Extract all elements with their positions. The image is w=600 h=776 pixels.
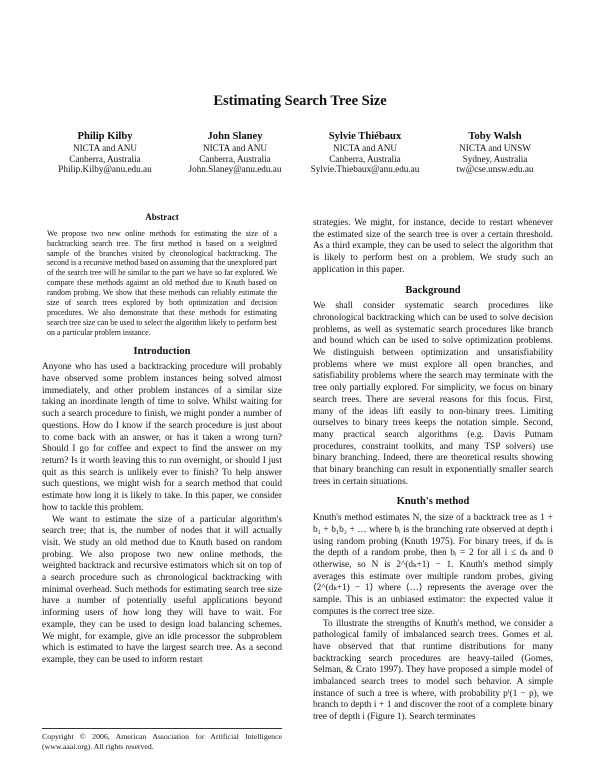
author-location: Canberra, Australia: [69, 153, 141, 164]
author-email: Philip.Kilby@anu.edu.au: [58, 164, 152, 174]
knuth-method-heading: Knuth's method: [396, 496, 470, 508]
introduction-heading: Introduction: [133, 345, 191, 357]
author-list: [40, 130, 560, 175]
author-block: [170, 130, 300, 175]
author-affiliation: NICTA and UNSW: [459, 143, 531, 153]
right-column: [313, 218, 553, 724]
author-name: Sylvie Thiébaux: [328, 131, 402, 142]
author-name: Toby Walsh: [468, 131, 522, 142]
author-location: Canberra, Australia: [329, 153, 401, 164]
intro-paragraph: Anyone who has used a backtracking procedure will probably have observed some problem instances being solved almost immediately, and other problem instances of a similar size taking an inordinate length of time to solve. Whilst waiting for such a search procedure to finish, we might ponder a number of questions. How do I know if the search procedure is just about to come back with an answer, or has it taken a wrong turn? Should I go for coffee and expect to find the answer on my return? Is it worth leaving this to run overnight, or should I just quit as this search is unlikely ever to finish? To help answer such questions, we might wish for a search method that could estimate how long it is likely to take. In this paper, we consider how to tackle this problem.: [42, 362, 282, 513]
author-location: Sydney, Australia: [462, 153, 528, 164]
author-affiliation: NICTA and ANU: [202, 143, 268, 153]
paper-title: Estimating Search Tree Size: [213, 93, 387, 109]
author-email: John.Slaney@anu.edu.au: [188, 164, 282, 174]
intro-continued-paragraph: strategies. We might, for instance, decide to restart whenever the estimated size of the search tree is over a certain threshold. As a third example, they can be used to select the algorithm that is likely to perform best on a problem. We study such an application in this paper.: [313, 218, 553, 275]
abstract-text: We propose two new online methods for estimating the size of a backtracking search tree. The first method is based on a weighted sample of the branches visited by chronological backtracking. The second is a recursive method based on assuming that the unexplored part of the search tree will be similar to the part we have so far explored. We compare these methods against an old method due to Knuth based on random probing. We show that these methods can reliably estimate the size of search trees explored by both optimization and decision procedures. We also demonstrate that these methods for estimating search tree size can be used to select the algorithm likely to perform best on a particular problem instance.: [47, 228, 277, 337]
author-name: John Slaney: [207, 131, 263, 142]
knuth-paragraph: Knuth's method estimates N, the size of a backtrack tree as 1 + b₁ + b₁b₂ + … where bᵢ is the branching rate observed at depth i using random probing (Knuth 1975). For binary trees, if dₖ is the depth of a random probe, then bᵢ = 2 for all i ≤ dₖ and 0 otherwise, so N is 2^(dₖ+1) − 1. Knuth's method simply averages this estimate over multiple random probes, giving ⟨2^(dₖ+1) − 1⟩ where ⟨…⟩ represents the average over the sample. This is an unbiased estimator: the expected value it computes is the correct tree size.: [313, 513, 553, 617]
author-block: [430, 130, 560, 175]
author-affiliation: NICTA and ANU: [72, 143, 138, 153]
background-paragraph: We shall consider systematic search procedures like chronological backtracking which can be used to solve decision problems, as well as systematic search procedures like branch and bound which can be used to solve optimization problems. We distinguish between optimization and unsatisfiability problems where we must explore all open branches, and satisfiability problems where the search may terminate with the tree only partially explored. For simplicity, we focus on binary search trees. There are several reasons for this focus. First, many of the ideas lift easily to non-binary trees. Limiting ourselves to binary trees keeps the notation simple. Second, many practical search algorithms (e.g. Davis Putnam procedures, constraint toolkits, and many TSP solvers) use binary branching. Indeed, there are theoretical results showing that binary branching can result in exponentially smaller search trees in certain situations.: [313, 301, 553, 487]
background-heading: Background: [405, 284, 461, 296]
author-block: [300, 130, 430, 175]
author-name: Philip Kilby: [77, 131, 133, 142]
intro-paragraph: We want to estimate the size of a particular algorithm's search tree; that is, the number of nodes that it will actually visit. We study an old method due to Knuth based on random probing. We also propose two new online methods, the weighted backtrack and recursive estimators which sit on top of a search procedure such as chronological backtracking with minimal overhead. Such methods for estimating search tree size have a number of potentially useful applications beyond informing users of how long they will have to wait. For example, they can be used to design load balancing schemes. We might, for example, give an idle processor the subproblem which is estimated to have the largest search tree. As a second example, they can be used to inform restart: [42, 514, 282, 665]
abstract-heading: Abstract: [145, 212, 179, 222]
copyright-footnote: [42, 728, 282, 751]
copyright-text: Copyright © 2006, American Association for Artificial Intelligence (www.aaai.org). All rights reserved.: [42, 732, 282, 751]
left-column: [42, 212, 282, 667]
author-location: Canberra, Australia: [199, 153, 271, 164]
author-affiliation: NICTA and ANU: [332, 143, 398, 153]
author-block: [40, 130, 170, 175]
author-email: tw@cse.unsw.edu.au: [456, 164, 534, 174]
author-email: Sylvie.Thiebaux@anu.edu.au: [310, 164, 420, 174]
knuth-paragraph: To illustrate the strengths of Knuth's method, we consider a pathological family of imbalanced search trees. Gomes et al. have observed that that runtime distributions for many backtracking search procedures are heavy-tailed (Gomes, Selman, & Crato 1997). They have proposed a simple model of imbalanced search trees to model such behavior. A simple instance of such a tree is where, with probability pⁱ(1 − p), we branch to depth i + 1 and discover the root of a complete binary tree of depth i (Figure 1). Search terminates: [313, 618, 553, 723]
